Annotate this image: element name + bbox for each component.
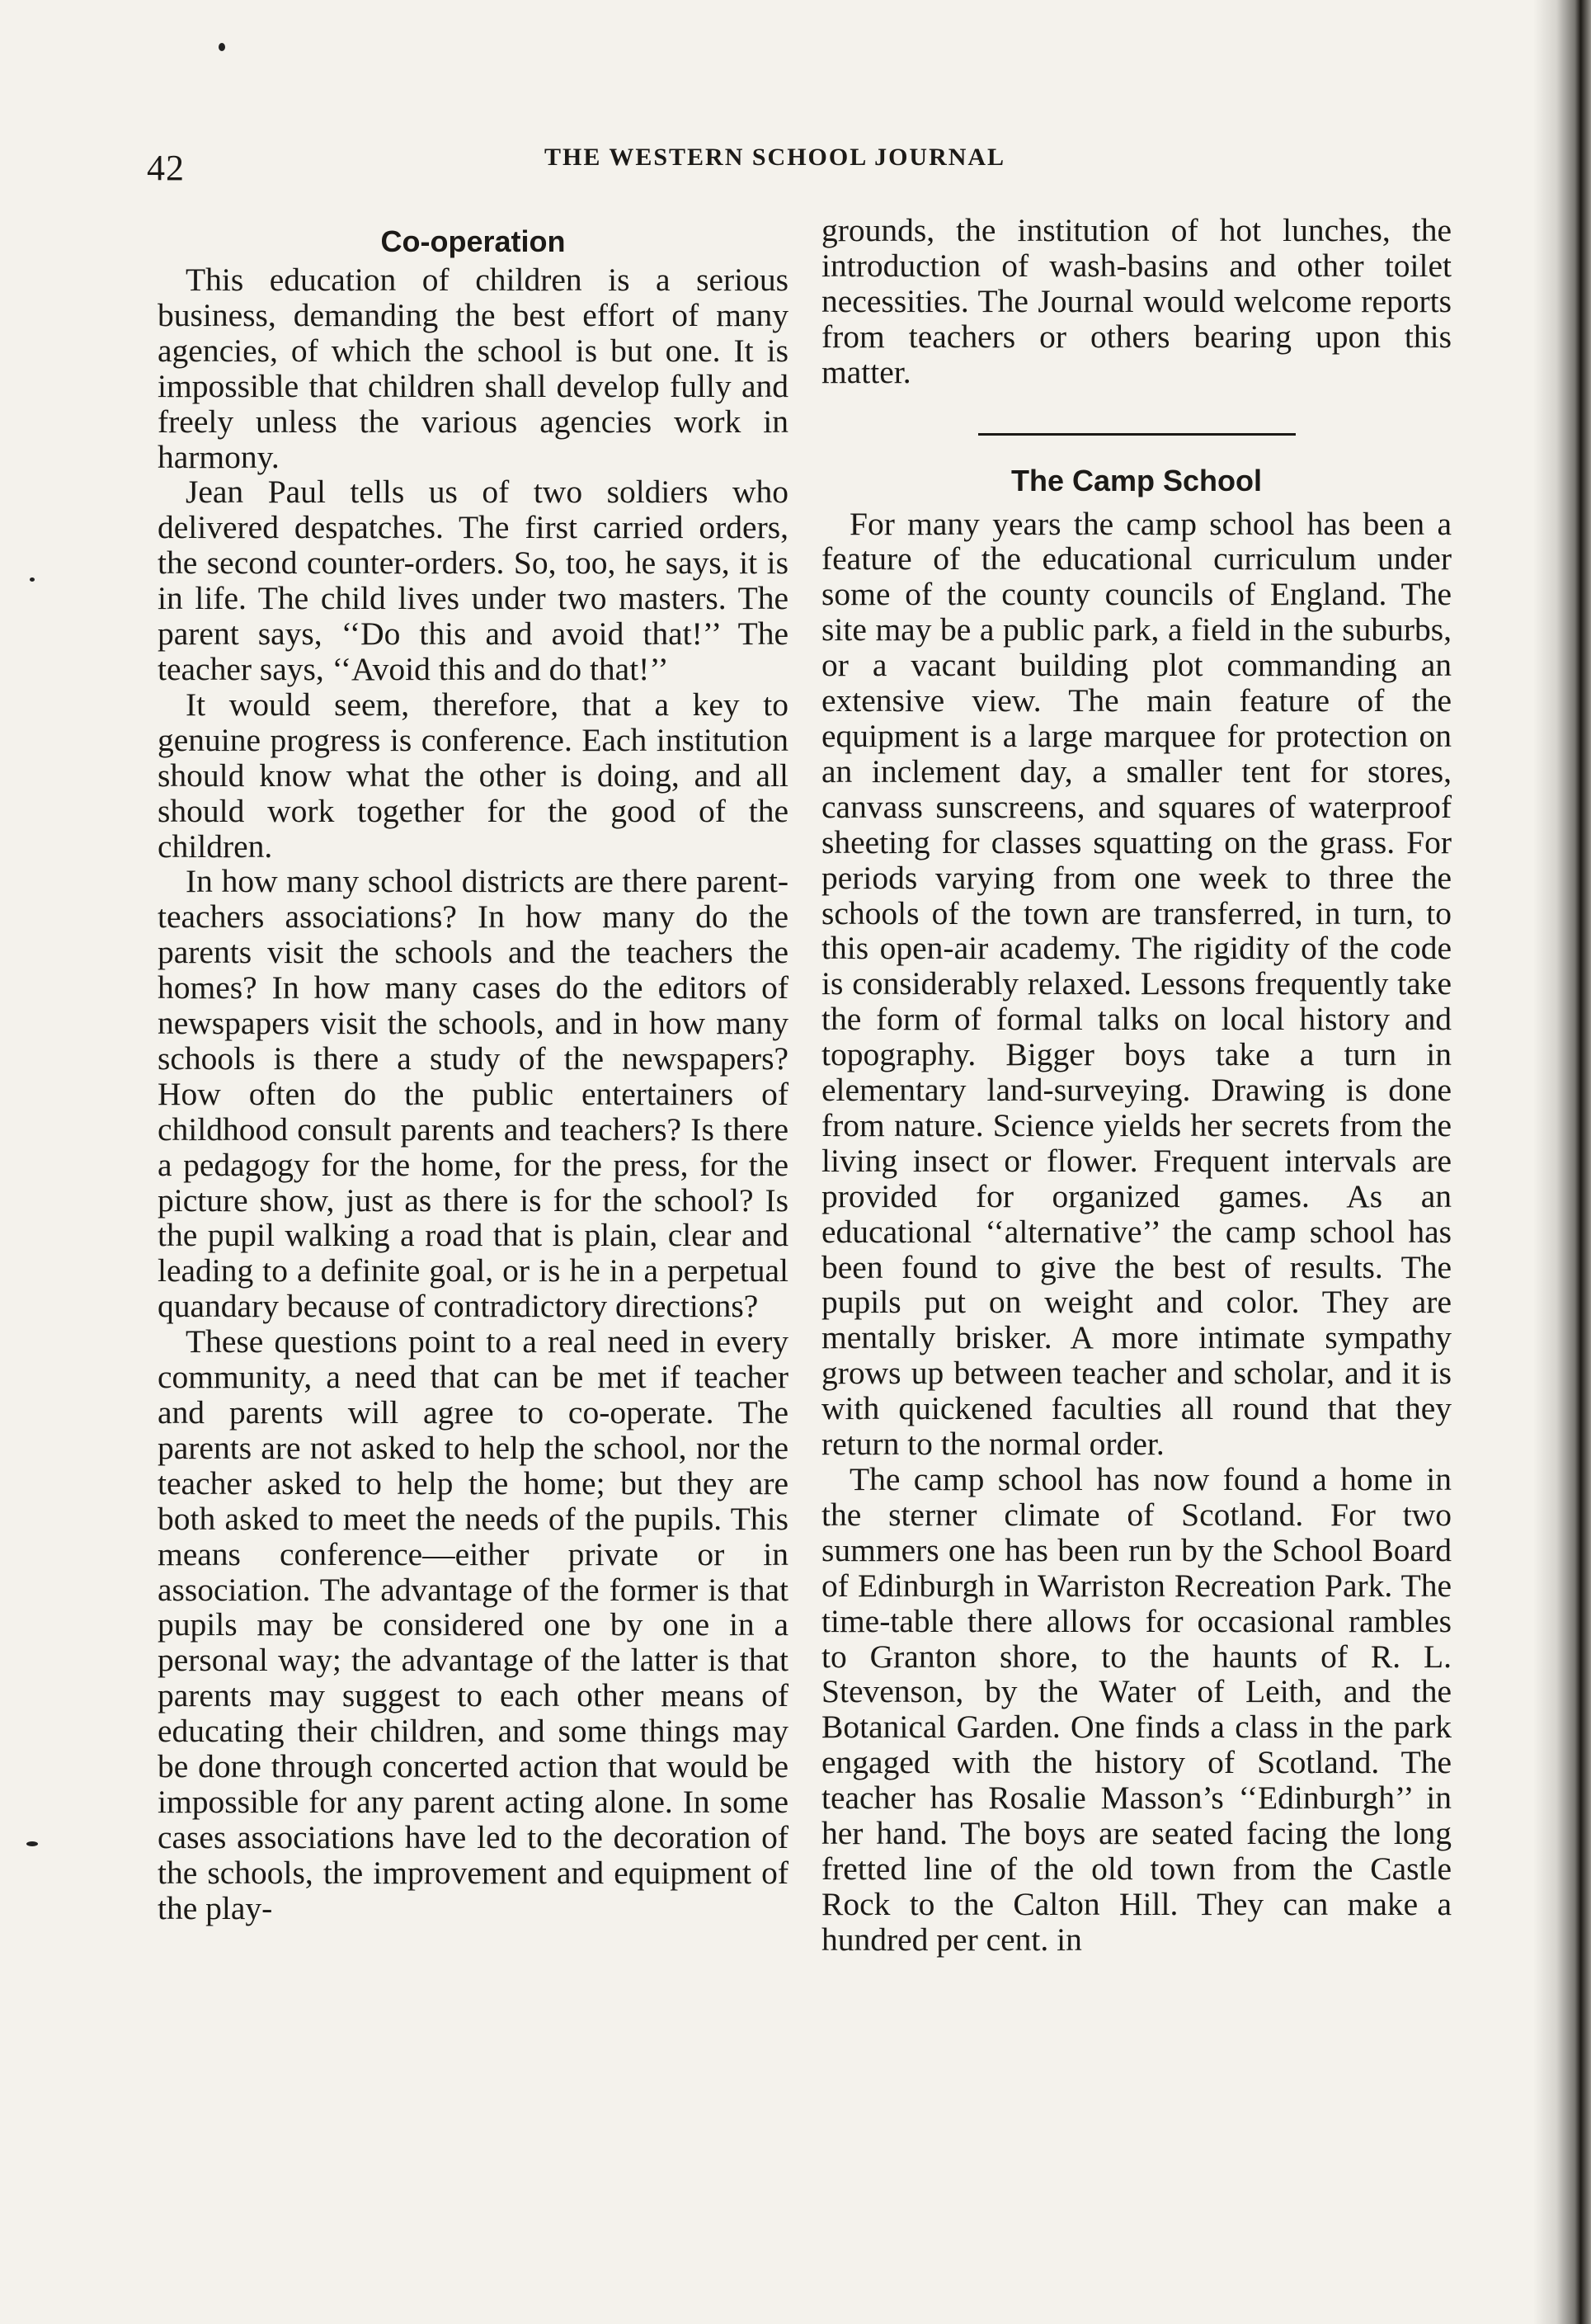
scan-speck: [219, 43, 225, 51]
running-head: THE WESTERN SCHOOL JOURNAL: [544, 144, 1006, 171]
section-divider: [978, 433, 1296, 436]
paragraph: This education of children is a serious business, demanding the best effort of many agencies, of which the school is but one. It is impossible that children shall develop fully and freely unless the various agencies work in harmony.: [158, 262, 788, 475]
paragraph: In how many school districts are there parent-teachers associations? In how many do the parents visit the schools and the teachers the homes? In how many cases do the editors of newspapers visit the schools, and in how many schools is there a study of the newspapers? How often do the public entertainers of childhood consult parents and teachers? Is there a pedagogy for the home, for the press, for the picture show, just as there is for the school? Is the pupil walking a road that is plain, clear and leading to a definite goal, or is he in a perpetual quandary because of contradictory directions?: [158, 863, 788, 1325]
paragraph: It would seem, therefore, that a key to genuine progress is conference. Each institution should know what the other is doing, and all should work together for the good of the children.: [158, 686, 788, 865]
paragraph: These questions point to a real need in every community, a need that can be met if teacher and parents will agree to co-operate. The parents are not asked to help the school, nor the teacher asked to help the home; but they are both asked to meet the needs of the pupils. This means conference—either private or in association. The advantage of the former is that pupils may be considered one by one in a personal way; the advantage of the latter is that parents may suggest to each other means of educating their children, and some things may be done through concerted action that would be impossible for any parent acting alone. In some cases associations have led to the decoration of the schools, the improvement and equipment of the play-: [158, 1323, 788, 1926]
section-heading-cooperation: Co-operation: [380, 224, 566, 258]
scan-speck: [30, 577, 35, 582]
scan-speck: [26, 1841, 38, 1846]
paragraph: Jean Paul tells us of two soldiers who delivered despatches. The first carried orders, the second counter-orders. So, too, he says, it is in life. The child lives under two masters. The parent says, ‘‘Do this and avoid that!’’ The teacher says, ‘‘Avoid this and do that!’’: [158, 474, 788, 687]
paragraph-continuation: grounds, the institution of hot lunches, the introduction of wash-basins and other toilet necessities. The Journal would welcome reports from teachers or others bearing upon this matter.: [821, 212, 1452, 390]
left-column: [158, 221, 788, 1926]
right-column: [821, 213, 1452, 1958]
paragraph: The camp school has now found a home in the sterner climate of Scotland. For two summers one has been run by the School Board of Edinburgh in Warriston Recreation Park. The time-table there allows for occasional rambles to Granton shore, to the haunts of R. L. Stevenson, by the Water of Leith, and the Botanical Garden. One finds a class in the park engaged with the history of Scotland. The teacher has Rosalie Masson’s ‘‘Edinburgh’’ in her hand. The boys are seated facing the long fretted line of the old town from the Castle Rock to the Calton Hill. They can make a hundred per cent. in: [821, 1461, 1452, 1958]
section-heading-camp-school: The Camp School: [1010, 463, 1263, 497]
page-number: 42: [147, 148, 185, 188]
paragraph: For many years the camp school has been a feature of the educational curriculum under some of the county councils of England. The site may be a public park, a field in the suburbs, or a vacant building plot commanding an extensive view. The main feature of the equipment is a large marquee for protection on an inclement day, a smaller tent for stores, canvass sunscreens, and squares of waterproof sheeting for classes squatting on the grass. For periods varying from one week to three the schools of the town are transferred, in turn, to this open-air academy. The rigidity of the code is considerably relaxed. Lessons frequently take the form of formal talks on local history and topography. Bigger boys take a turn in elementary land-surveying. Drawing is done from nature. Science yields her secrets from the living insect or flower. Frequent intervals are provided for organized games. As an educational ‘‘alternative’’ the camp school has been found to give the best of results. The pupils put on weight and color. They are mentally brisker. A more intimate sympathy grows up between teacher and scholar, and it is with quickened faculties all round that they return to the normal order.: [821, 505, 1452, 1463]
binding-edge: [1533, 0, 1591, 2324]
